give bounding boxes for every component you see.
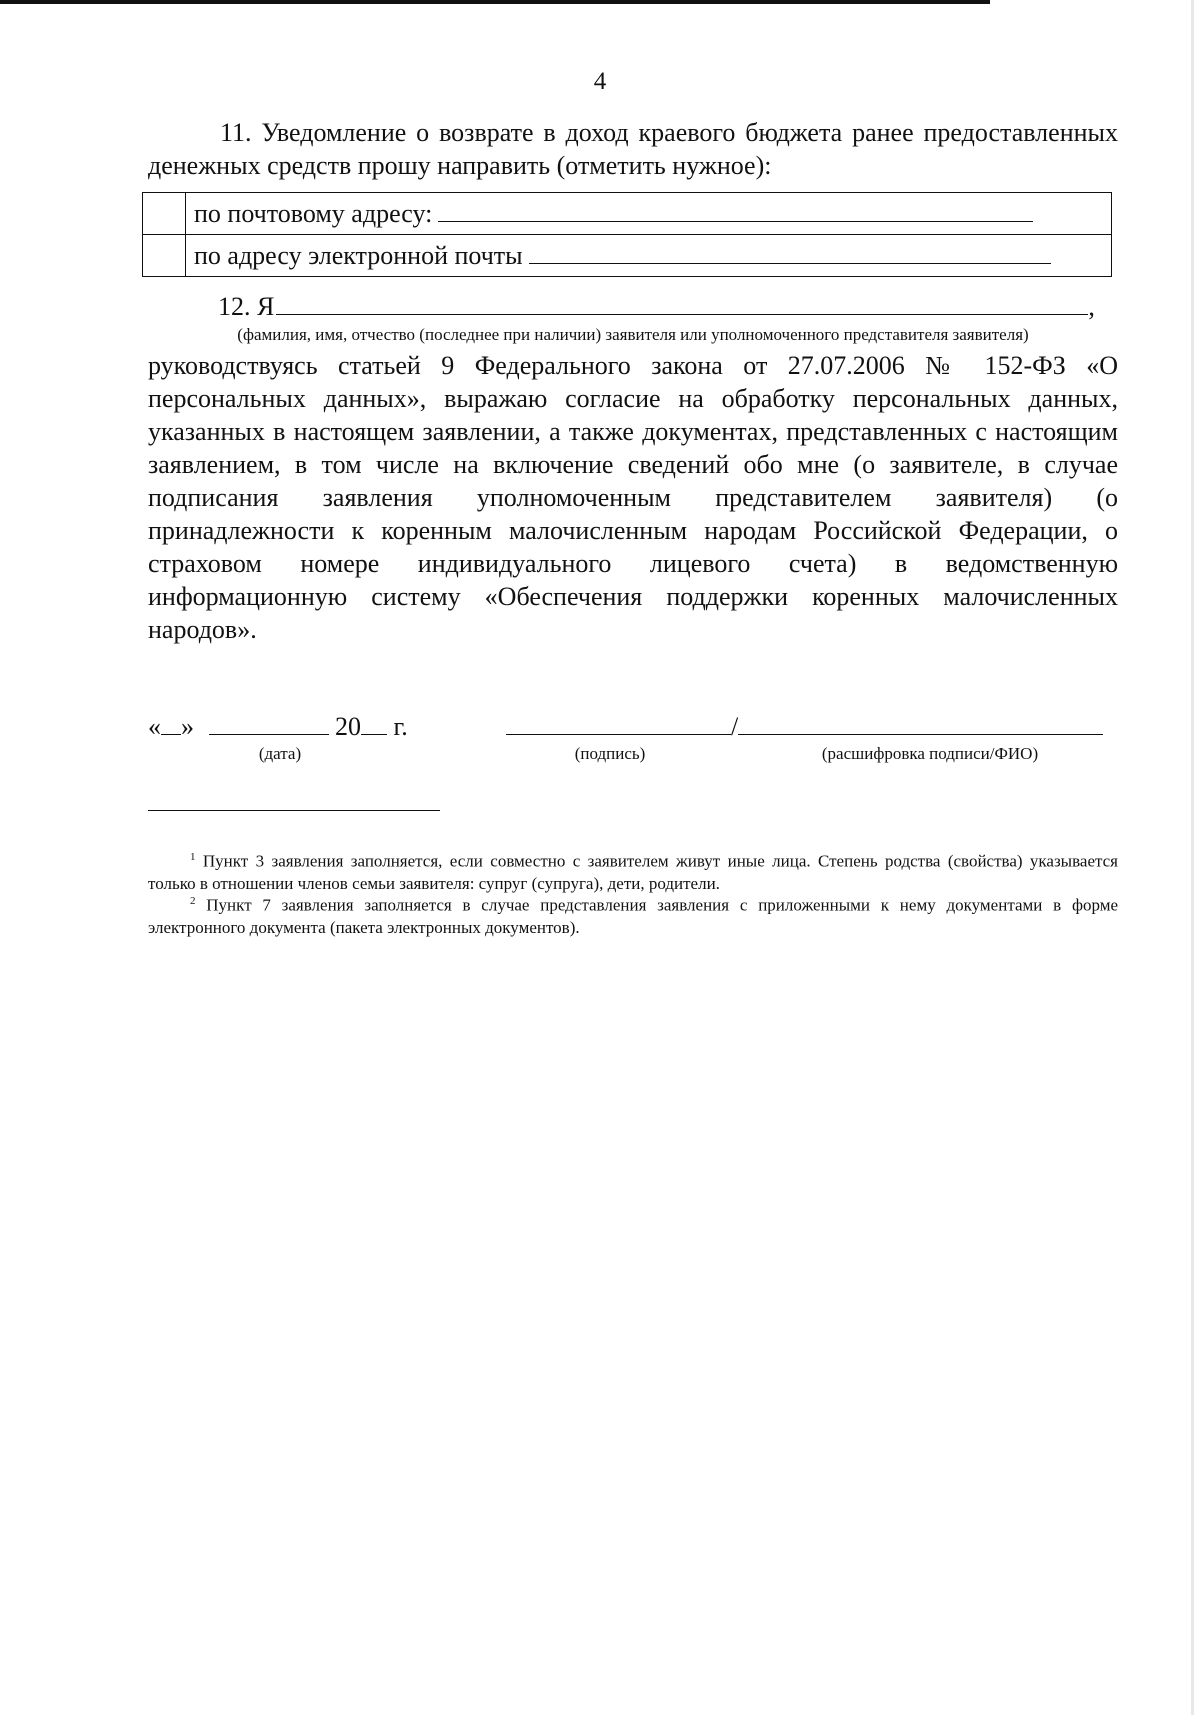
day-field[interactable] <box>161 712 181 735</box>
signature-decode-field[interactable] <box>738 712 1103 735</box>
footnote-2 <box>148 890 1118 939</box>
footnote-1-mark: 1 <box>190 851 196 863</box>
consent-text: руководствуясь статьей 9 Федерального закона от 27.07.2006 № 152-ФЗ «О персональных данных», выражаю согласие на обработку персональных данных, указанных в настоящем заявлении, а также документах, представленных с настоящим заявлением, в том числе на включение сведений обо мне (о заявителе, в случае подписания заявления уполномоченным представителем заявителя) (о принадлежности к коренным малочисленным народам Российской Федерации, о страховом номере индивидуального лицевого счета) в ведомственную информационную систему «Обеспечения поддержки коренных малочисленных народов». <box>148 351 1118 644</box>
option-row-email <box>143 235 1112 277</box>
signature-field[interactable] <box>506 712 731 735</box>
year-suffix: г. <box>393 712 408 741</box>
signature-hint: (подпись) <box>574 744 646 763</box>
scan-edge <box>1191 0 1194 1715</box>
footnote-2-text: Пункт 7 заявления заполняется в случае представления заявления с приложенными к нему документами в форме электронного документа (пакета электронных документов). <box>148 895 1119 937</box>
footnote-1-text: Пункт 3 заявления заполняется, если совместно с заявителем живут иные лица. Степень родства (свойства) указывается только в отношении членов семьи заявителя: супруг (супруга), дети, родители. <box>148 851 1119 893</box>
year-prefix: 20 <box>335 712 361 741</box>
footnote-1 <box>148 846 1118 895</box>
quote-open: « <box>148 712 161 741</box>
date-field-group <box>148 712 408 742</box>
signature-slash: / <box>731 712 739 741</box>
year-field[interactable] <box>361 712 387 735</box>
top-border-rule <box>0 0 990 4</box>
date-hint: (дата) <box>258 744 302 763</box>
postal-option-cell <box>186 193 1112 235</box>
postal-address-field[interactable] <box>438 201 1033 222</box>
applicant-name-hint: (фамилия, имя, отчество (последнее при наличии) заявителя или уполномоченного представителя заявителя) <box>237 325 1029 344</box>
footnote-2-mark: 2 <box>190 895 196 907</box>
signature-field-group <box>506 712 1103 742</box>
email-option-label: по адресу электронной почты <box>194 240 523 270</box>
section-12-prefix: 12. Я <box>218 292 275 321</box>
postal-option-label: по почтовому адресу: <box>194 198 433 228</box>
email-address-field[interactable] <box>529 243 1051 264</box>
applicant-name-field[interactable] <box>276 292 1088 315</box>
section-11-text: 11. Уведомление о возврате в доход краевого бюджета ранее предоставленных денежных средств прошу направить (отметить нужное): <box>148 118 1118 180</box>
page-number: 4 <box>593 68 607 95</box>
section-12-comma: , <box>1088 292 1095 321</box>
notification-options-table <box>142 192 1112 277</box>
option-row-postal <box>143 193 1112 235</box>
email-checkbox[interactable] <box>143 235 186 277</box>
section-12-name-line <box>218 292 1095 322</box>
postal-checkbox[interactable] <box>143 193 186 235</box>
signature-decode-hint: (расшифровка подписи/ФИО) <box>821 744 1039 763</box>
quote-close: » <box>181 712 194 741</box>
month-field[interactable] <box>209 712 329 735</box>
footnote-separator <box>148 810 440 811</box>
email-option-cell <box>186 235 1112 277</box>
